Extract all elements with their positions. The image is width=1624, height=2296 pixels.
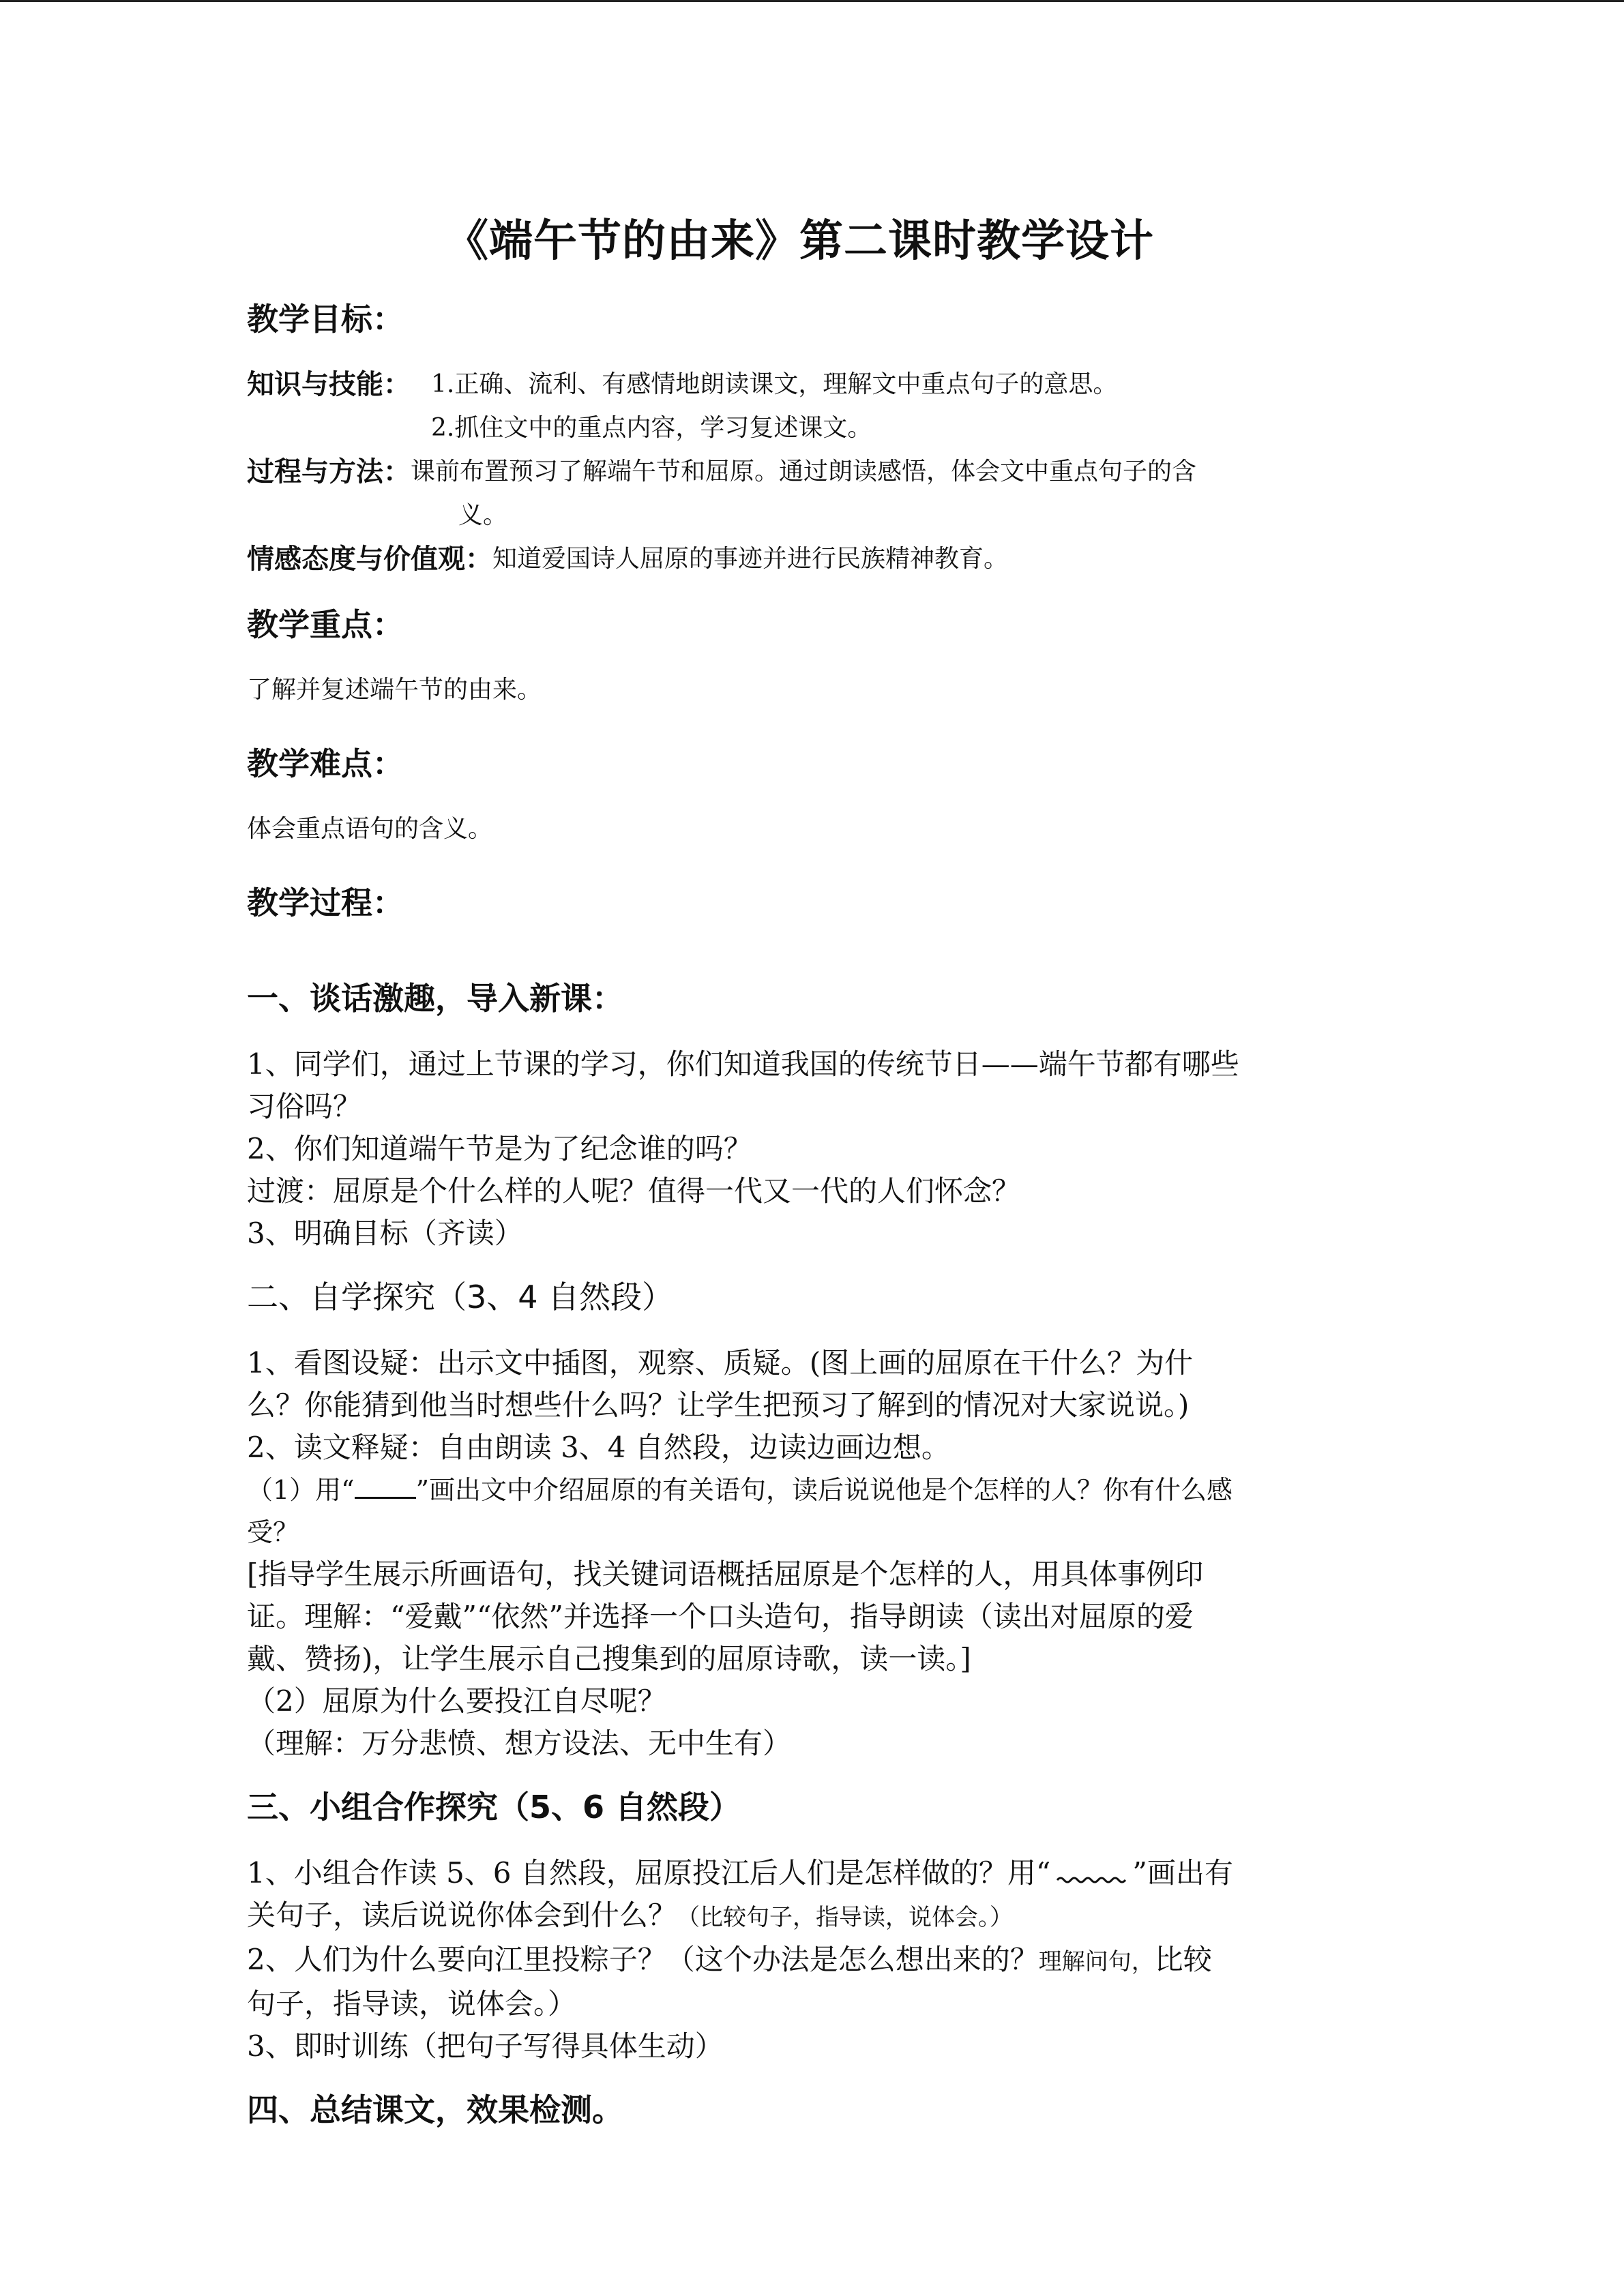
document-body: [247, 205, 1379, 2155]
objective-knowledge: [247, 363, 1379, 450]
section-2-question-2: （2）屈原为什么要投江自尽呢？: [247, 1684, 666, 1718]
section-3-line-2-note: （比较句子，指导读，说体会。）: [677, 1904, 1014, 1931]
question-1-prefix: （1）用“: [247, 1475, 355, 1505]
section-2-line-2: 么？你能猜到他当时想些什么吗？让学生把预习了解到的情况对大家说说。): [247, 1388, 1190, 1422]
process-line-1: 课前布置预习了解端午节和屈原。通过朗读感悟，体会文中重点句子的含: [411, 458, 1197, 486]
process-key: 过程与方法：: [247, 456, 411, 488]
objective-process: [247, 450, 1379, 537]
section-3-line-1: [247, 1852, 1379, 1894]
document-title: 《端午节的由来》第二课时教学设计: [445, 216, 1154, 267]
objectives-heading: 教学目标：: [247, 301, 404, 338]
key-point-heading: 教学重点：: [247, 606, 404, 643]
emotion-values: [492, 537, 1379, 581]
knowledge-key: 知识与技能：: [247, 369, 411, 400]
section-3-line-1-suffix: ”画出有: [1132, 1856, 1233, 1890]
key-point-text: 了解并复述端午节的由来。: [247, 676, 542, 704]
section-1-line-3: 2、你们知道端午节是为了纪念谁的吗？: [247, 1132, 752, 1165]
objective-emotion: [247, 537, 1379, 581]
process-values: [411, 450, 1379, 537]
section-2-question-1-cont: 受？: [247, 1517, 299, 1547]
section-3-heading: 三、小组合作探究（5、6 自然段）: [247, 1789, 741, 1825]
question-1-suffix: ”画出文中介绍屈原的有关语句，读后说说他是个怎样的人？你有什么感: [415, 1475, 1233, 1505]
section-2-guide-1: [指导学生展示所画语句，找关键词语概括屈原是个怎样的人，用具体事例印: [247, 1557, 1204, 1591]
section-3-line-2-main: 关句子，读后说说你体会到什么？: [247, 1898, 677, 1932]
underline-blank: [355, 1478, 416, 1499]
knowledge-line-1: 1.正确、流利、有感情地朗读课文，理解文中重点句子的意思。: [431, 370, 1118, 398]
emotion-key: 情感态度与价值观：: [247, 543, 492, 575]
section-2-question-1: [247, 1469, 1379, 1511]
section-1-line-4: 过渡：屈原是个什么样的人呢？值得一代又一代的人们怀念？: [247, 1174, 1021, 1208]
section-3-line-1-prefix: 1、小组合作读 5、6 自然段，屈原投江后人们是怎样做的？用“: [247, 1856, 1051, 1890]
section-3-line-5: 3、即时训练（把句子写得具体生动）: [247, 2029, 724, 2063]
section-3-line-3: [247, 1939, 1379, 1983]
page-top-border: [0, 0, 1624, 2]
section-2-understanding: （理解：万分悲愤、想方设法、无中生有）: [247, 1727, 792, 1760]
section-3-line-3-main: 2、人们为什么要向江里投粽子？（这个办法是怎么想出来的？: [247, 1943, 1039, 1976]
section-2-line-3: 2、读文释疑：自由朗读 3、4 自然段，边读边画边想。: [247, 1431, 950, 1464]
section-3-line-2: [247, 1894, 1379, 1939]
section-3-line-3-note: 理解问句，: [1038, 1948, 1155, 1976]
emotion-line: 知道爱国诗人屈原的事迹并进行民族精神教育。: [492, 545, 1009, 573]
section-4-heading: 四、总结课文，效果检测。: [247, 2091, 623, 2128]
section-1-line-2: 习俗吗？: [247, 1090, 362, 1123]
wavy-underline-blank: [1050, 1864, 1132, 1884]
process-heading: 教学过程：: [247, 884, 404, 921]
process-line-2: 义。: [458, 501, 508, 529]
knowledge-values: [411, 363, 1379, 450]
difficulty-heading: 教学难点：: [247, 745, 404, 782]
section-1-line-1: 1、同学们，通过上节课的学习，你们知道我国的传统节日——端午节都有哪些: [247, 1047, 1239, 1081]
section-1-line-5: 3、明确目标（齐读）: [247, 1217, 523, 1250]
knowledge-line-2: 2.抓住文中的重点内容，学习复述课文。: [431, 414, 872, 442]
section-3-line-3-tail: 比较: [1154, 1943, 1212, 1976]
section-1-heading: 一、谈话激趣，导入新课：: [247, 980, 623, 1017]
section-2-heading: 二、自学探究（3、4 自然段）: [247, 1279, 674, 1315]
section-3-line-4: 句子，指导读，说体会。）: [247, 1987, 577, 2021]
difficulty-text: 体会重点语句的含义。: [247, 815, 493, 843]
section-2-guide-2: 证。理解：“爱戴”“依然”并选择一个口头造句，指导朗读（读出对屈原的爱: [247, 1600, 1194, 1633]
section-2-line-1: 1、看图设疑：出示文中插图，观察、质疑。(图上画的屈原在干什么？为什: [247, 1346, 1194, 1380]
section-2-guide-3: 戴、赞扬)，让学生展示自己搜集到的屈原诗歌，读一读。]: [247, 1642, 971, 1675]
